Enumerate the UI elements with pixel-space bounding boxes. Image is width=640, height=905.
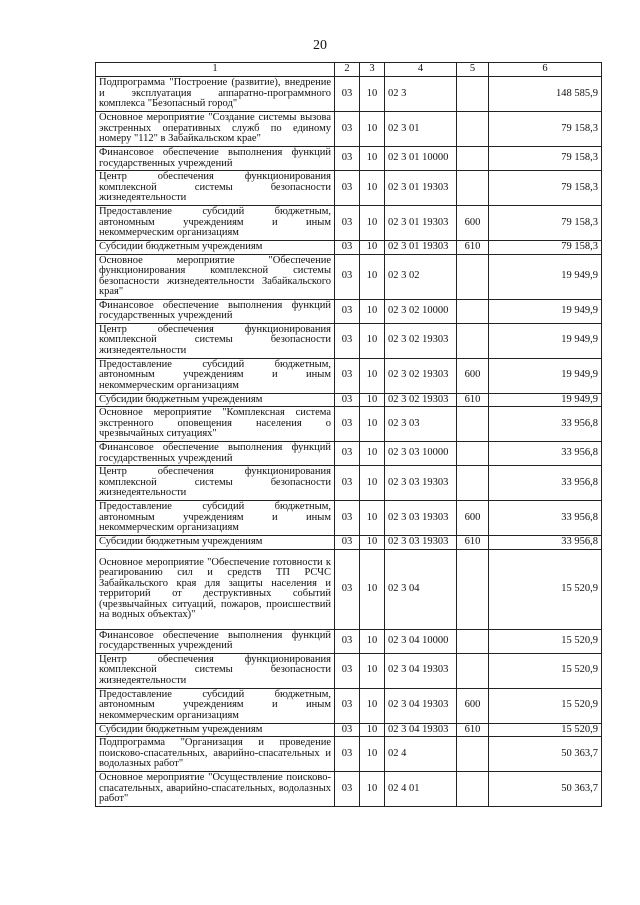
row-section-cell: 03 [335, 466, 360, 501]
row-amount-cell: 50 363,7 [489, 737, 602, 772]
row-name-cell: Основное мероприятие "Создание системы вызова экстренных оперативных служб по единому номеру "112" в Забайкальском крае" [96, 112, 335, 147]
row-target-article-cell: 02 3 03 19303 [385, 466, 457, 501]
row-section-cell: 03 [335, 147, 360, 171]
row-amount-cell: 79 158,3 [489, 206, 602, 241]
row-name-cell: Предоставление субсидий бюджетным, автономным учреждениям и иным некоммерческим организациям [96, 688, 335, 723]
row-expense-type-cell [457, 629, 489, 653]
row-name-cell: Основное мероприятие "Обеспечение функционирования комплексной системы безопасности жизнедеятельности Забайкальского края" [96, 254, 335, 299]
row-amount-cell: 33 956,8 [489, 466, 602, 501]
row-subsection-cell: 10 [360, 723, 385, 737]
row-target-article-cell: 02 3 03 19303 [385, 501, 457, 536]
row-target-article-cell: 02 3 [385, 77, 457, 112]
table-row [96, 171, 602, 206]
table-row [96, 323, 602, 358]
row-section-cell: 03 [335, 171, 360, 206]
row-subsection-cell: 10 [360, 466, 385, 501]
row-amount-cell: 50 363,7 [489, 772, 602, 807]
row-amount-cell: 19 949,9 [489, 323, 602, 358]
row-subsection-cell: 10 [360, 323, 385, 358]
row-target-article-cell: 02 3 04 10000 [385, 629, 457, 653]
row-section-cell: 03 [335, 536, 360, 550]
row-expense-type-cell [457, 254, 489, 299]
row-subsection-cell: 10 [360, 299, 385, 323]
row-section-cell: 03 [335, 723, 360, 737]
row-expense-type-cell: 610 [457, 241, 489, 255]
row-subsection-cell: 10 [360, 549, 385, 629]
row-subsection-cell: 10 [360, 241, 385, 255]
row-subsection-cell: 10 [360, 77, 385, 112]
column-header: 5 [457, 63, 489, 77]
row-section-cell: 03 [335, 407, 360, 442]
row-subsection-cell: 10 [360, 171, 385, 206]
row-section-cell: 03 [335, 442, 360, 466]
row-name-cell: Основное мероприятие "Обеспечение готовности к реагированию сил и средств ТП РСЧС Забайкальского края для защиты населения и территорий от деструктивных событий (чрезвычайных ситуаций, пожаров, происшествий на водных объектах)" [96, 549, 335, 629]
row-expense-type-cell [457, 442, 489, 466]
row-subsection-cell: 10 [360, 147, 385, 171]
row-amount-cell: 33 956,8 [489, 442, 602, 466]
row-expense-type-cell [457, 299, 489, 323]
row-section-cell: 03 [335, 772, 360, 807]
row-name-cell: Центр обеспечения функционирования комплексной системы безопасности жизнедеятельности [96, 653, 335, 688]
row-amount-cell: 33 956,8 [489, 501, 602, 536]
budget-table [95, 62, 602, 807]
row-expense-type-cell [457, 77, 489, 112]
table-row [96, 77, 602, 112]
table-row [96, 772, 602, 807]
row-subsection-cell: 10 [360, 393, 385, 407]
column-header: 1 [96, 63, 335, 77]
row-amount-cell: 148 585,9 [489, 77, 602, 112]
row-amount-cell: 15 520,9 [489, 723, 602, 737]
table-row [96, 653, 602, 688]
row-section-cell: 03 [335, 549, 360, 629]
row-subsection-cell: 10 [360, 358, 385, 393]
row-name-cell: Финансовое обеспечение выполнения функций государственных учреждений [96, 299, 335, 323]
row-name-cell: Основное мероприятие "Осуществление поисково-спасательных, аварийно-спасательных, водолазных работ" [96, 772, 335, 807]
row-amount-cell: 79 158,3 [489, 241, 602, 255]
row-section-cell: 03 [335, 206, 360, 241]
row-name-cell: Субсидии бюджетным учреждениям [96, 241, 335, 255]
table-row [96, 629, 602, 653]
row-subsection-cell: 10 [360, 688, 385, 723]
row-name-cell: Предоставление субсидий бюджетным, автономным учреждениям и иным некоммерческим организациям [96, 206, 335, 241]
row-section-cell: 03 [335, 112, 360, 147]
row-name-cell: Подпрограмма "Построение (развитие), внедрение и эксплуатация аппаратно-программного комплекса "Безопасный город" [96, 77, 335, 112]
row-amount-cell: 15 520,9 [489, 629, 602, 653]
row-amount-cell: 19 949,9 [489, 299, 602, 323]
row-name-cell: Подпрограмма "Организация и проведение поисково-спасательных, аварийно-спасательных и водолазных работ" [96, 737, 335, 772]
row-expense-type-cell [457, 772, 489, 807]
column-header: 3 [360, 63, 385, 77]
row-name-cell: Предоставление субсидий бюджетным, автономным учреждениям и иным некоммерческим организациям [96, 501, 335, 536]
row-target-article-cell: 02 3 03 10000 [385, 442, 457, 466]
row-name-cell: Предоставление субсидий бюджетным, автономным учреждениям и иным некоммерческим организациям [96, 358, 335, 393]
row-target-article-cell: 02 4 01 [385, 772, 457, 807]
row-target-article-cell: 02 3 01 19303 [385, 171, 457, 206]
table-row [96, 688, 602, 723]
row-target-article-cell: 02 3 04 19303 [385, 653, 457, 688]
row-target-article-cell: 02 3 04 [385, 549, 457, 629]
table-header-row [96, 63, 602, 77]
row-section-cell: 03 [335, 629, 360, 653]
row-expense-type-cell [457, 112, 489, 147]
row-target-article-cell: 02 3 01 19303 [385, 241, 457, 255]
row-subsection-cell: 10 [360, 737, 385, 772]
row-section-cell: 03 [335, 393, 360, 407]
row-target-article-cell: 02 3 02 19303 [385, 393, 457, 407]
row-target-article-cell: 02 3 01 19303 [385, 206, 457, 241]
row-section-cell: 03 [335, 688, 360, 723]
row-amount-cell: 15 520,9 [489, 549, 602, 629]
row-expense-type-cell [457, 171, 489, 206]
row-name-cell: Финансовое обеспечение выполнения функций государственных учреждений [96, 147, 335, 171]
table-row [96, 254, 602, 299]
row-subsection-cell: 10 [360, 772, 385, 807]
row-expense-type-cell [457, 653, 489, 688]
table-row [96, 536, 602, 550]
row-name-cell: Субсидии бюджетным учреждениям [96, 393, 335, 407]
row-target-article-cell: 02 3 01 [385, 112, 457, 147]
row-expense-type-cell: 610 [457, 723, 489, 737]
row-expense-type-cell: 610 [457, 393, 489, 407]
row-amount-cell: 79 158,3 [489, 147, 602, 171]
row-expense-type-cell [457, 407, 489, 442]
row-expense-type-cell [457, 147, 489, 171]
row-name-cell: Основное мероприятие "Комплексная система экстренного оповещения населения о чрезвычайных ситуациях" [96, 407, 335, 442]
row-target-article-cell: 02 3 04 19303 [385, 688, 457, 723]
row-section-cell: 03 [335, 358, 360, 393]
row-subsection-cell: 10 [360, 653, 385, 688]
row-expense-type-cell: 600 [457, 206, 489, 241]
row-expense-type-cell [457, 323, 489, 358]
row-amount-cell: 15 520,9 [489, 688, 602, 723]
row-name-cell: Центр обеспечения функционирования комплексной системы безопасности жизнедеятельности [96, 466, 335, 501]
row-target-article-cell: 02 3 03 [385, 407, 457, 442]
row-amount-cell: 15 520,9 [489, 653, 602, 688]
row-target-article-cell: 02 3 04 19303 [385, 723, 457, 737]
row-target-article-cell: 02 3 02 19303 [385, 358, 457, 393]
table-row [96, 407, 602, 442]
table-row [96, 358, 602, 393]
row-expense-type-cell: 600 [457, 501, 489, 536]
row-expense-type-cell: 610 [457, 536, 489, 550]
table-row [96, 299, 602, 323]
table-row [96, 466, 602, 501]
table-row [96, 501, 602, 536]
row-section-cell: 03 [335, 299, 360, 323]
row-target-article-cell: 02 3 02 [385, 254, 457, 299]
row-amount-cell: 79 158,3 [489, 112, 602, 147]
row-section-cell: 03 [335, 323, 360, 358]
table-row [96, 206, 602, 241]
row-target-article-cell: 02 4 [385, 737, 457, 772]
row-amount-cell: 19 949,9 [489, 358, 602, 393]
column-header: 2 [335, 63, 360, 77]
row-subsection-cell: 10 [360, 536, 385, 550]
row-expense-type-cell [457, 737, 489, 772]
row-name-cell: Финансовое обеспечение выполнения функций государственных учреждений [96, 629, 335, 653]
table-row [96, 549, 602, 629]
row-subsection-cell: 10 [360, 407, 385, 442]
row-section-cell: 03 [335, 241, 360, 255]
row-subsection-cell: 10 [360, 112, 385, 147]
row-target-article-cell: 02 3 02 10000 [385, 299, 457, 323]
row-name-cell: Субсидии бюджетным учреждениям [96, 723, 335, 737]
row-section-cell: 03 [335, 653, 360, 688]
row-section-cell: 03 [335, 501, 360, 536]
table-row [96, 723, 602, 737]
row-name-cell: Центр обеспечения функционирования комплексной системы безопасности жизнедеятельности [96, 323, 335, 358]
row-subsection-cell: 10 [360, 206, 385, 241]
row-amount-cell: 19 949,9 [489, 254, 602, 299]
row-expense-type-cell: 600 [457, 688, 489, 723]
page-number: 20 [313, 38, 327, 53]
row-subsection-cell: 10 [360, 629, 385, 653]
row-expense-type-cell [457, 466, 489, 501]
row-amount-cell: 33 956,8 [489, 407, 602, 442]
row-subsection-cell: 10 [360, 254, 385, 299]
column-header: 6 [489, 63, 602, 77]
row-target-article-cell: 02 3 01 10000 [385, 147, 457, 171]
table-row [96, 147, 602, 171]
row-name-cell: Субсидии бюджетным учреждениям [96, 536, 335, 550]
row-expense-type-cell [457, 549, 489, 629]
table-row [96, 737, 602, 772]
row-subsection-cell: 10 [360, 442, 385, 466]
row-expense-type-cell: 600 [457, 358, 489, 393]
table-row [96, 442, 602, 466]
row-target-article-cell: 02 3 02 19303 [385, 323, 457, 358]
table-row [96, 112, 602, 147]
row-section-cell: 03 [335, 77, 360, 112]
row-target-article-cell: 02 3 03 19303 [385, 536, 457, 550]
row-name-cell: Центр обеспечения функционирования комплексной системы безопасности жизнедеятельности [96, 171, 335, 206]
row-amount-cell: 79 158,3 [489, 171, 602, 206]
row-subsection-cell: 10 [360, 501, 385, 536]
row-section-cell: 03 [335, 737, 360, 772]
table-row [96, 241, 602, 255]
row-amount-cell: 33 956,8 [489, 536, 602, 550]
table-row [96, 393, 602, 407]
row-name-cell: Финансовое обеспечение выполнения функций государственных учреждений [96, 442, 335, 466]
column-header: 4 [385, 63, 457, 77]
row-section-cell: 03 [335, 254, 360, 299]
row-amount-cell: 19 949,9 [489, 393, 602, 407]
